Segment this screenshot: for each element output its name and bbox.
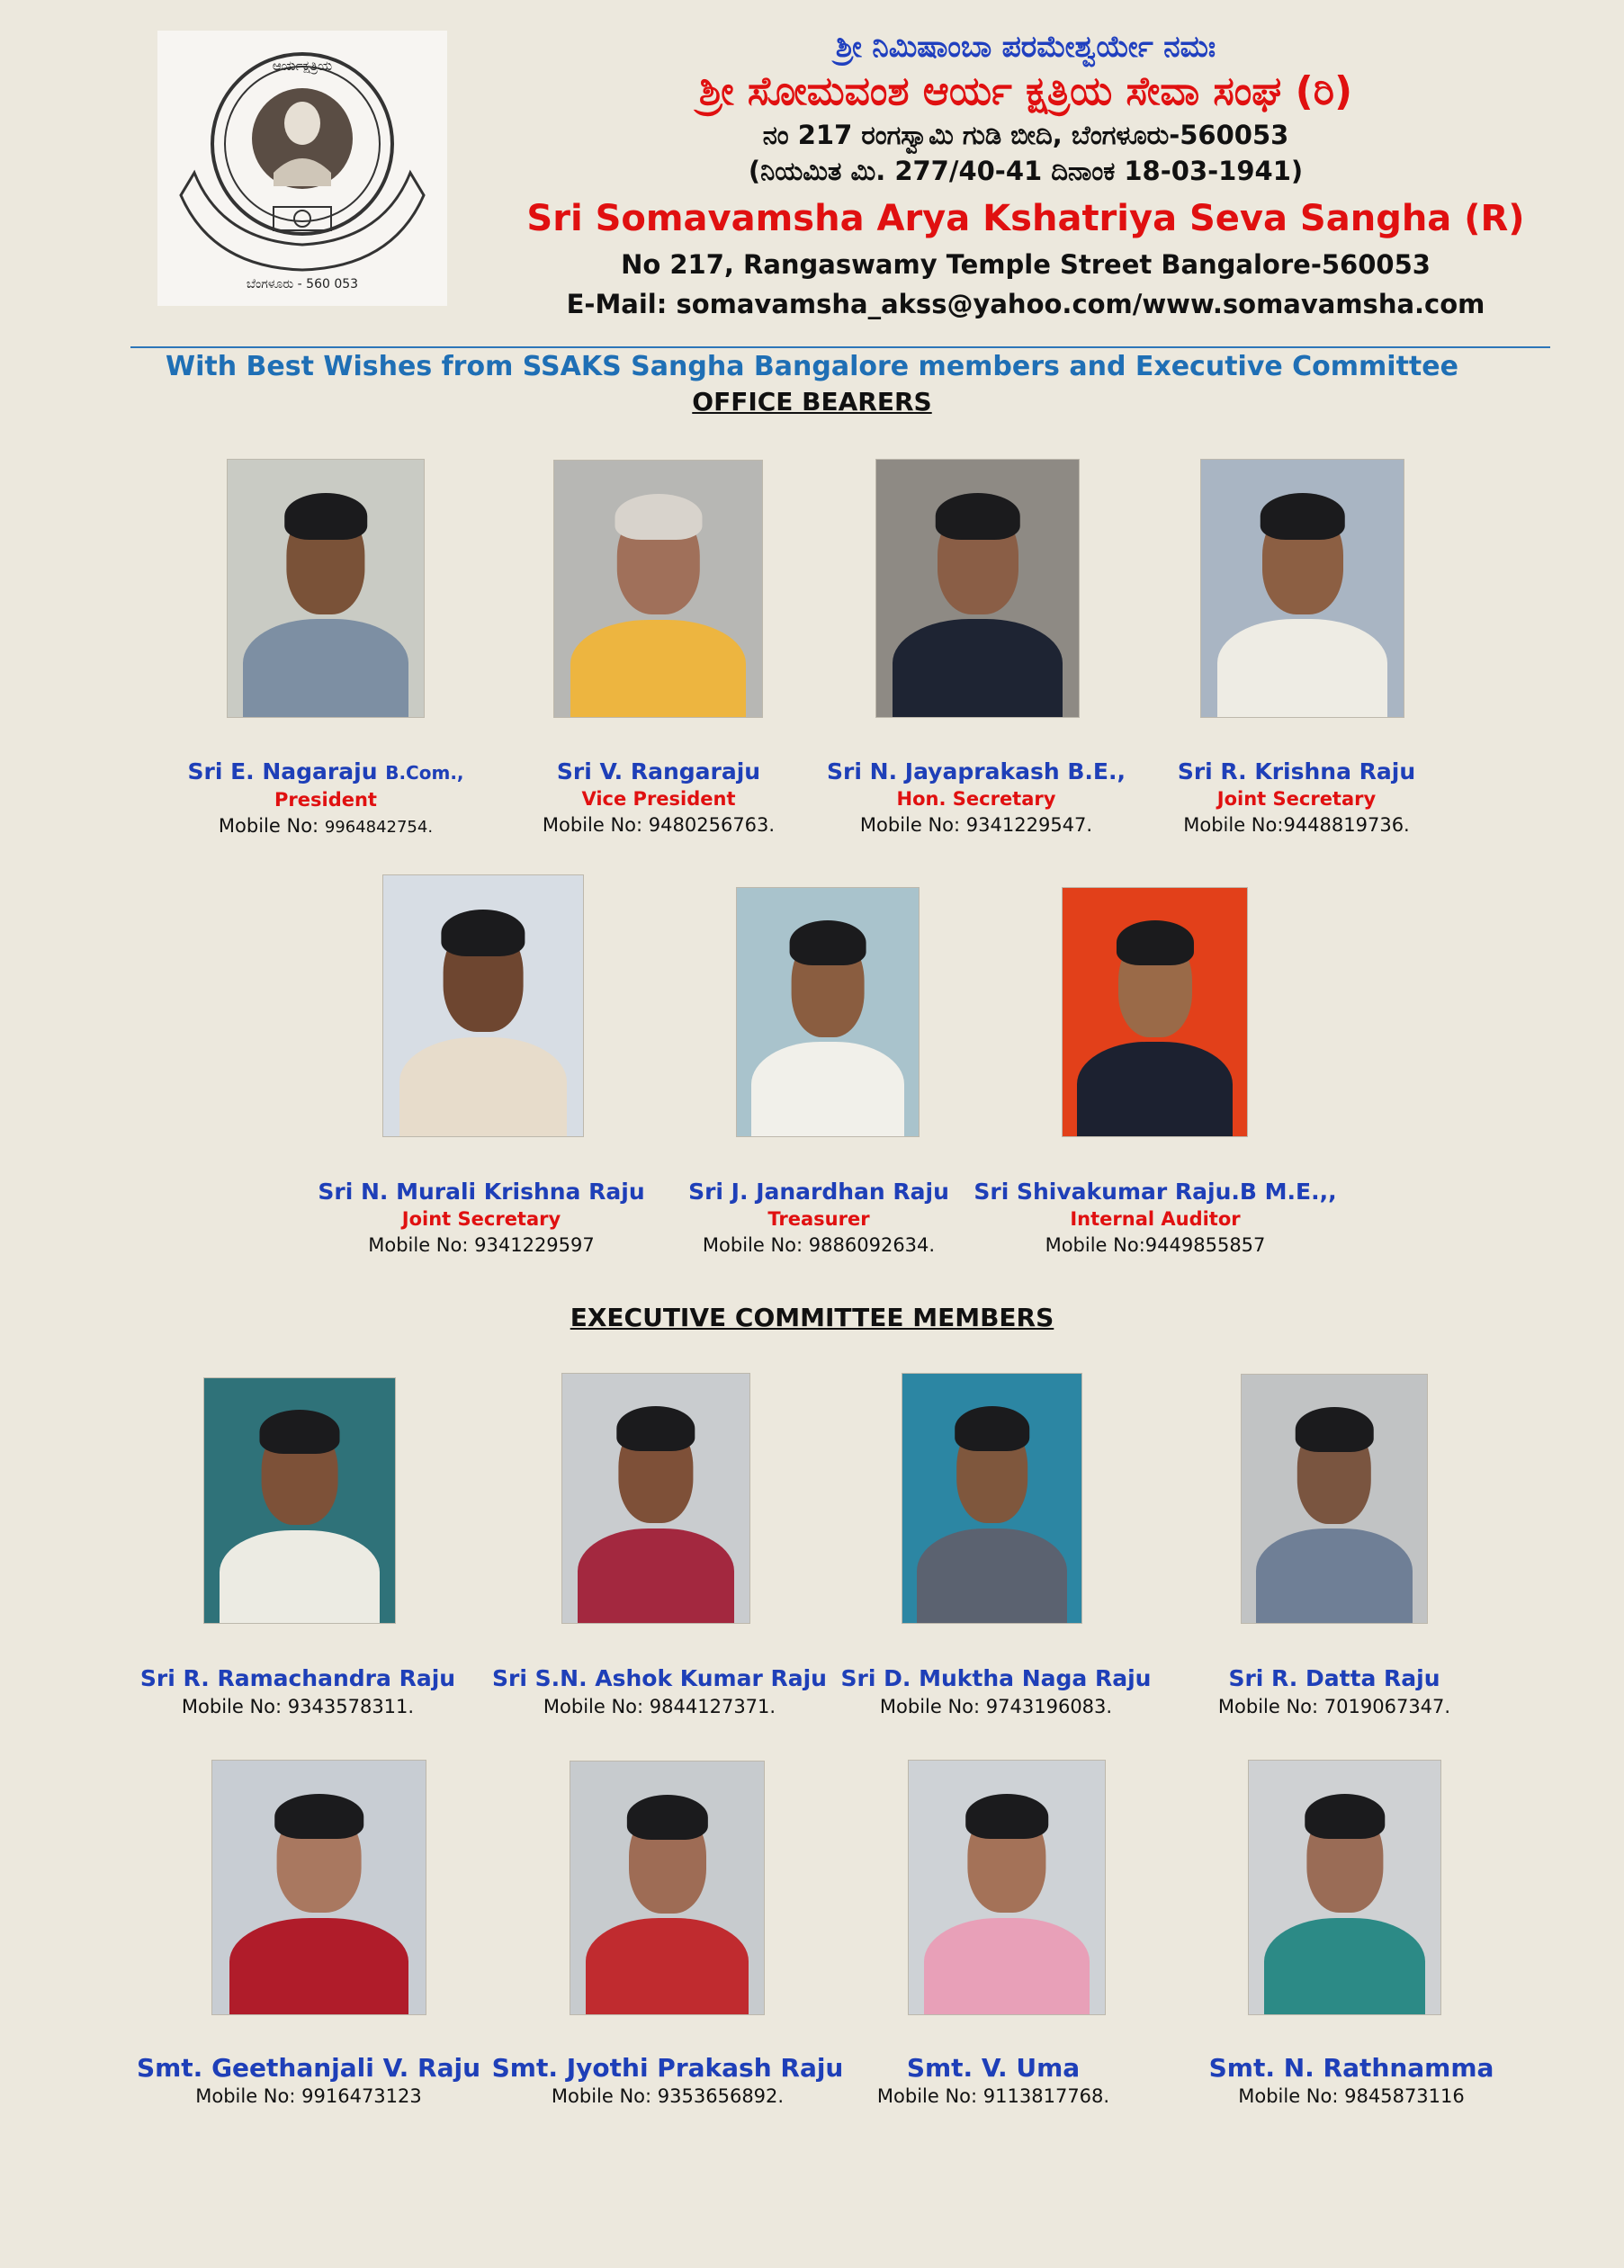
committee-member-card (1154, 1664, 1514, 1720)
member-qualification: B.Com., (385, 762, 464, 784)
mobile-label: Mobile No: (859, 814, 961, 836)
member-name: Sri R. Datta Raju (1228, 1665, 1440, 1691)
member-photo (908, 1760, 1106, 2015)
member-role: Treasurer (767, 1208, 870, 1230)
member-photo (561, 1373, 750, 1624)
office-bearer-card (966, 1178, 1344, 1259)
kannada-invocation: ಶ್ರೀ ನಿಮಿಷಾಂಬಾ ಪರಮೇಶ್ವರ್ಯೇ ನಮಃ (835, 29, 1216, 64)
member-name: Sri R. Ramachandra Raju (139, 1665, 456, 1691)
member-role: President (274, 789, 377, 811)
executive-committee-title: EXECUTIVE COMMITTEE MEMBERS (570, 1303, 1054, 1332)
letterhead (486, 27, 1566, 324)
mobile-number: 9964842754. (324, 818, 434, 837)
office-bearer-card (639, 1178, 999, 1259)
seal-text-top: ಆರ್ಯಕ್ಷತ್ರಿಯ (272, 58, 333, 74)
mobile-label: Mobile No: (702, 1234, 803, 1256)
member-name: Sri E. Nagaraju (187, 758, 378, 784)
kannada-registration: (ನಿಯಮಿತ ಮಿ. 277/40-41 ದಿನಾಂಕ 18-03-1941) (748, 156, 1304, 186)
mobile-number: 9341229597 (474, 1234, 595, 1256)
contact-line: E-Mail: somavamsha_akss@yahoo.com/www.somavamsha.com (566, 289, 1485, 319)
member-name: Sri S.N. Ashok Kumar Raju (492, 1665, 827, 1691)
english-address: No 217, Rangaswamy Temple Street Bangalore-560053 (621, 249, 1431, 280)
committee-member-card (118, 1664, 478, 1720)
member-photo (1241, 1374, 1428, 1624)
member-role: Hon. Secretary (896, 788, 1056, 810)
member-name: Sri N. Jayaprakash B.E., (827, 758, 1126, 784)
member-name: Smt. V. Uma (906, 2053, 1081, 2083)
mobile-label: Mobile No: (1045, 1234, 1145, 1256)
member-role: Vice President (581, 788, 736, 810)
member-name: Smt. N. Rathnamma (1208, 2053, 1494, 2083)
seal-text-bottom: ಬೆಂಗಳೂರು - 560 053 (246, 277, 359, 291)
mobile-label: Mobile No: (218, 815, 319, 837)
member-name: Sri D. Muktha Naga Raju (840, 1665, 1152, 1691)
kannada-address: ನಂ 217 ರಂಗಸ್ವಾಮಿ ಗುಡಿ ಬೀದಿ, ಬೆಂಗಳೂರು-560053 (762, 120, 1289, 150)
member-photo (736, 887, 920, 1137)
member-photo (875, 459, 1080, 718)
mobile-label: Mobile No: (368, 1234, 469, 1256)
organization-seal-icon (167, 38, 437, 299)
mobile-number: 9480256763. (648, 814, 776, 836)
mobile-label: Mobile No: (1238, 2085, 1339, 2107)
mobile-label: Mobile No: (879, 1696, 981, 1717)
mobile-label: Mobile No: (1183, 814, 1284, 836)
member-name: Sri Shivakumar Raju.B M.E.,, (974, 1179, 1337, 1205)
mobile-number: 9341229547. (965, 814, 1093, 836)
member-name: Sri V. Rangaraju (556, 758, 761, 784)
office-bearer-card (796, 757, 1156, 838)
mobile-number: 9353656892. (657, 2085, 785, 2107)
office-bearers-title: OFFICE BEARERS (692, 387, 932, 417)
committee-member-card (488, 2054, 848, 2110)
member-photo (203, 1377, 396, 1624)
committee-member-card (480, 1664, 839, 1720)
header-divider (130, 346, 1550, 348)
member-role: Internal Auditor (1070, 1208, 1241, 1230)
office-bearer-card (146, 757, 506, 841)
member-name: Sri N. Murali Krishna Raju (318, 1179, 645, 1205)
mobile-number: 9449855857 (1144, 1234, 1266, 1256)
office-bearer-card (479, 757, 839, 838)
wishes-banner: With Best Wishes from SSAKS Sangha Bangalore members and Executive Committee (166, 351, 1458, 382)
mobile-label: Mobile No: (551, 2085, 652, 2107)
member-role: Joint Secretary (1216, 788, 1377, 810)
committee-member-card (129, 2054, 489, 2110)
office-bearer-card (1117, 757, 1476, 838)
committee-member-card (816, 1664, 1176, 1720)
member-name: Smt. Geethanjali V. Raju (136, 2053, 481, 2083)
member-photo (902, 1373, 1082, 1624)
mobile-number: 9448819736. (1283, 814, 1410, 836)
office-bearer-card (301, 1178, 661, 1259)
member-name: Smt. Jyothi Prakash Raju (491, 2053, 844, 2083)
mobile-number: 9916473123 (301, 2085, 422, 2107)
mobile-label: Mobile No: (181, 1696, 283, 1717)
mobile-number: 9743196083. (985, 1696, 1113, 1717)
english-org-name: Sri Somavamsha Arya Kshatriya Seva Sangha (R) (526, 198, 1525, 239)
mobile-number: 9845873116 (1344, 2085, 1465, 2107)
committee-member-card (813, 2054, 1173, 2110)
mobile-label: Mobile No: (876, 2085, 978, 2107)
mobile-label: Mobile No: (543, 1696, 644, 1717)
member-photo (1248, 1760, 1441, 2015)
mobile-label: Mobile No: (542, 814, 643, 836)
mobile-label: Mobile No: (195, 2085, 296, 2107)
member-role: Joint Secretary (401, 1208, 561, 1230)
mobile-label: Mobile No: (1217, 1696, 1319, 1717)
member-photo (227, 459, 425, 718)
member-photo (570, 1761, 765, 2015)
member-photo (553, 460, 763, 718)
member-photo (1200, 459, 1404, 718)
mobile-number: 9844127371. (649, 1696, 776, 1717)
organization-logo (157, 31, 447, 306)
mobile-number: 9886092634. (808, 1234, 936, 1256)
kannada-org-name: ಶ್ರೀ ಸೋಮವಂಶ ಆರ್ಯ ಕ್ಷತ್ರಿಯ ಸೇವಾ ಸಂಘ (ರಿ) (698, 68, 1353, 114)
member-photo (1062, 887, 1248, 1137)
member-photo (382, 874, 584, 1137)
committee-member-card (1171, 2054, 1531, 2110)
mobile-number: 7019067347. (1323, 1696, 1451, 1717)
mobile-number: 9113817768. (982, 2085, 1110, 2107)
member-name: Sri J. Janardhan Raju (688, 1179, 949, 1205)
mobile-number: 9343578311. (287, 1696, 415, 1717)
member-name: Sri R. Krishna Raju (1177, 758, 1416, 784)
member-photo (211, 1760, 426, 2015)
